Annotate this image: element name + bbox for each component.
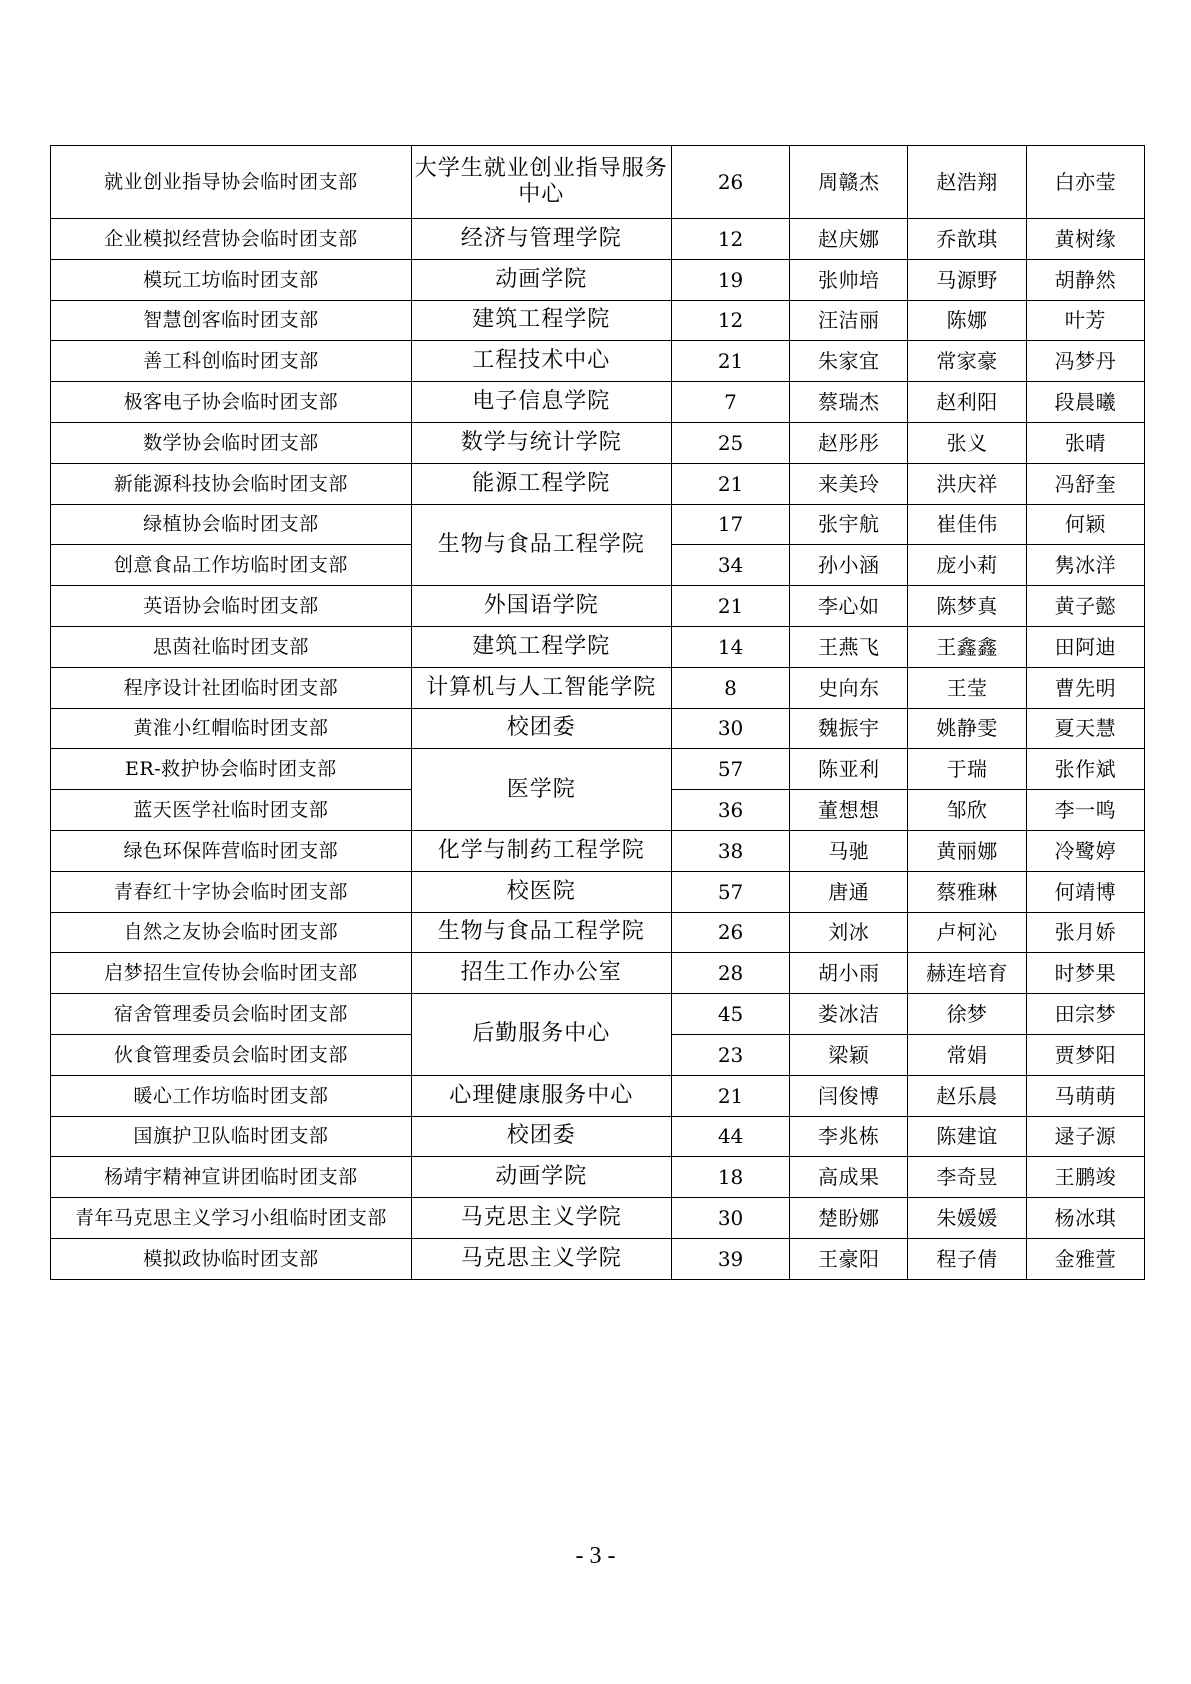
page-number: - 3 - [575,1543,616,1569]
person-2: 蔡雅琳 [908,871,1026,912]
member-count: 21 [671,586,789,627]
person-2: 程子倩 [908,1238,1026,1279]
member-count: 30 [671,1198,789,1239]
college-name: 能源工程学院 [411,463,671,504]
member-count: 18 [671,1157,789,1198]
person-1: 汪洁丽 [790,300,908,341]
person-3: 逯子源 [1026,1116,1144,1157]
table-row [51,300,1145,341]
person-2: 邹欣 [908,790,1026,831]
person-3: 时梦果 [1026,953,1144,994]
college-name: 外国语学院 [411,586,671,627]
table-row [51,422,1145,463]
person-1: 魏振宇 [790,708,908,749]
table-row [51,382,1145,423]
person-2: 常家豪 [908,341,1026,382]
person-1: 陈亚利 [790,749,908,790]
college-name: 校医院 [411,871,671,912]
table-row [51,830,1145,871]
member-count: 7 [671,382,789,423]
member-count: 39 [671,1238,789,1279]
person-3: 胡静然 [1026,259,1144,300]
person-3: 王鹏竣 [1026,1157,1144,1198]
table-row [51,667,1145,708]
member-count: 30 [671,708,789,749]
branch-name: 绿色环保阵营临时团支部 [51,830,412,871]
person-1: 朱家宜 [790,341,908,382]
person-2: 姚静雯 [908,708,1026,749]
person-1: 唐通 [790,871,908,912]
person-3: 贾梦阳 [1026,1034,1144,1075]
table-row [51,912,1145,953]
branch-name: 就业创业指导协会临时团支部 [51,146,412,219]
member-count: 14 [671,626,789,667]
person-2: 赵利阳 [908,382,1026,423]
person-1: 周赣杰 [790,146,908,219]
table-row [51,626,1145,667]
member-count: 26 [671,912,789,953]
member-count: 36 [671,790,789,831]
branch-name: ER-救护协会临时团支部 [51,749,412,790]
branch-name: 杨靖宇精神宣讲团临时团支部 [51,1157,412,1198]
person-3: 田宗梦 [1026,994,1144,1035]
person-2: 于瑞 [908,749,1026,790]
person-3: 杨冰琪 [1026,1198,1144,1239]
table-body [51,146,1145,1280]
person-2: 庞小莉 [908,545,1026,586]
branch-name: 青春红十字协会临时团支部 [51,871,412,912]
table-row [51,463,1145,504]
member-count: 8 [671,667,789,708]
member-count: 57 [671,749,789,790]
college-name: 电子信息学院 [411,382,671,423]
table-row [51,749,1145,790]
member-count: 21 [671,463,789,504]
branch-name: 暖心工作坊临时团支部 [51,1075,412,1116]
branch-name: 自然之友协会临时团支部 [51,912,412,953]
person-3: 夏天慧 [1026,708,1144,749]
person-2: 常娟 [908,1034,1026,1075]
person-2: 张义 [908,422,1026,463]
member-count: 19 [671,259,789,300]
person-3: 冯舒奎 [1026,463,1144,504]
table-row [51,146,1145,219]
person-3: 冷鹭婷 [1026,830,1144,871]
person-1: 赵庆娜 [790,219,908,260]
college-name: 生物与食品工程学院 [411,504,671,586]
person-3: 金雅萱 [1026,1238,1144,1279]
college-name: 心理健康服务中心 [411,1075,671,1116]
college-name: 计算机与人工智能学院 [411,667,671,708]
person-3: 张晴 [1026,422,1144,463]
college-name: 医学院 [411,749,671,831]
person-1: 蔡瑞杰 [790,382,908,423]
college-name: 建筑工程学院 [411,300,671,341]
college-name: 招生工作办公室 [411,953,671,994]
person-1: 来美玲 [790,463,908,504]
person-1: 娄冰洁 [790,994,908,1035]
person-3: 段晨曦 [1026,382,1144,423]
person-1: 王豪阳 [790,1238,908,1279]
person-3: 黄子懿 [1026,586,1144,627]
branch-name: 黄淮小红帽临时团支部 [51,708,412,749]
table-row [51,953,1145,994]
person-2: 徐梦 [908,994,1026,1035]
table-row [51,708,1145,749]
table-row [51,1075,1145,1116]
member-count: 23 [671,1034,789,1075]
person-3: 张作斌 [1026,749,1144,790]
person-2: 陈娜 [908,300,1026,341]
branch-name: 极客电子协会临时团支部 [51,382,412,423]
person-2: 洪庆祥 [908,463,1026,504]
member-count: 45 [671,994,789,1035]
college-name: 数学与统计学院 [411,422,671,463]
person-1: 赵彤彤 [790,422,908,463]
table-row [51,1116,1145,1157]
branch-name: 新能源科技协会临时团支部 [51,463,412,504]
person-1: 楚盼娜 [790,1198,908,1239]
person-3: 何颖 [1026,504,1144,545]
person-1: 马驰 [790,830,908,871]
college-name: 工程技术中心 [411,341,671,382]
person-2: 赫连培育 [908,953,1026,994]
member-count: 44 [671,1116,789,1157]
person-2: 赵乐晨 [908,1075,1026,1116]
person-3: 隽冰洋 [1026,545,1144,586]
person-3: 黄树缘 [1026,219,1144,260]
person-2: 陈建谊 [908,1116,1026,1157]
person-1: 李兆栋 [790,1116,908,1157]
person-2: 朱媛媛 [908,1198,1026,1239]
person-3: 马萌萌 [1026,1075,1144,1116]
college-name: 校团委 [411,1116,671,1157]
branch-name: 创意食品工作坊临时团支部 [51,545,412,586]
person-2: 崔佳伟 [908,504,1026,545]
person-2: 马源野 [908,259,1026,300]
branch-name: 模拟政协临时团支部 [51,1238,412,1279]
branch-table [50,145,1145,1280]
branch-name: 国旗护卫队临时团支部 [51,1116,412,1157]
person-2: 王莹 [908,667,1026,708]
person-3: 李一鸣 [1026,790,1144,831]
member-count: 26 [671,146,789,219]
person-2: 赵浩翔 [908,146,1026,219]
branch-name: 伙食管理委员会临时团支部 [51,1034,412,1075]
person-3: 曹先明 [1026,667,1144,708]
person-3: 张月娇 [1026,912,1144,953]
member-count: 12 [671,219,789,260]
college-name: 大学生就业创业指导服务中心 [411,146,671,219]
college-name: 化学与制药工程学院 [411,830,671,871]
college-name: 马克思主义学院 [411,1238,671,1279]
branch-name: 程序设计社团临时团支部 [51,667,412,708]
branch-name: 青年马克思主义学习小组临时团支部 [51,1198,412,1239]
member-count: 57 [671,871,789,912]
member-count: 17 [671,504,789,545]
person-2: 李奇昱 [908,1157,1026,1198]
person-3: 田阿迪 [1026,626,1144,667]
table-row [51,994,1145,1035]
branch-name: 宿舍管理委员会临时团支部 [51,994,412,1035]
branch-name: 思茵社临时团支部 [51,626,412,667]
person-3: 叶芳 [1026,300,1144,341]
member-count: 34 [671,545,789,586]
person-1: 李心如 [790,586,908,627]
person-1: 刘冰 [790,912,908,953]
table-row [51,1238,1145,1279]
branch-name: 英语协会临时团支部 [51,586,412,627]
person-3: 冯梦丹 [1026,341,1144,382]
member-count: 25 [671,422,789,463]
person-1: 张宇航 [790,504,908,545]
college-name: 建筑工程学院 [411,626,671,667]
member-count: 12 [671,300,789,341]
branch-name: 蓝天医学社临时团支部 [51,790,412,831]
table-row [51,1157,1145,1198]
branch-name: 启梦招生宣传协会临时团支部 [51,953,412,994]
person-2: 卢柯沁 [908,912,1026,953]
table-row [51,219,1145,260]
branch-name: 绿植协会临时团支部 [51,504,412,545]
college-name: 后勤服务中心 [411,994,671,1076]
college-name: 校团委 [411,708,671,749]
table-row [51,586,1145,627]
college-name: 马克思主义学院 [411,1198,671,1239]
person-1: 孙小涵 [790,545,908,586]
table-row [51,341,1145,382]
person-1: 史向东 [790,667,908,708]
person-2: 陈梦真 [908,586,1026,627]
person-1: 高成果 [790,1157,908,1198]
college-name: 生物与食品工程学院 [411,912,671,953]
person-1: 张帅培 [790,259,908,300]
person-1: 胡小雨 [790,953,908,994]
person-2: 乔歆琪 [908,219,1026,260]
member-count: 21 [671,341,789,382]
table-row [51,259,1145,300]
person-3: 白亦莹 [1026,146,1144,219]
college-name: 经济与管理学院 [411,219,671,260]
branch-name: 企业模拟经营协会临时团支部 [51,219,412,260]
table-row [51,1198,1145,1239]
branch-name: 善工科创临时团支部 [51,341,412,382]
person-1: 梁颖 [790,1034,908,1075]
branch-name: 智慧创客临时团支部 [51,300,412,341]
member-count: 28 [671,953,789,994]
member-count: 21 [671,1075,789,1116]
person-2: 黄丽娜 [908,830,1026,871]
member-count: 38 [671,830,789,871]
college-name: 动画学院 [411,259,671,300]
person-1: 董想想 [790,790,908,831]
branch-name: 模玩工坊临时团支部 [51,259,412,300]
branch-name: 数学协会临时团支部 [51,422,412,463]
table-row [51,504,1145,545]
person-1: 闫俊博 [790,1075,908,1116]
table-row [51,871,1145,912]
college-name: 动画学院 [411,1157,671,1198]
person-2: 王鑫鑫 [908,626,1026,667]
person-1: 王燕飞 [790,626,908,667]
person-3: 何靖博 [1026,871,1144,912]
